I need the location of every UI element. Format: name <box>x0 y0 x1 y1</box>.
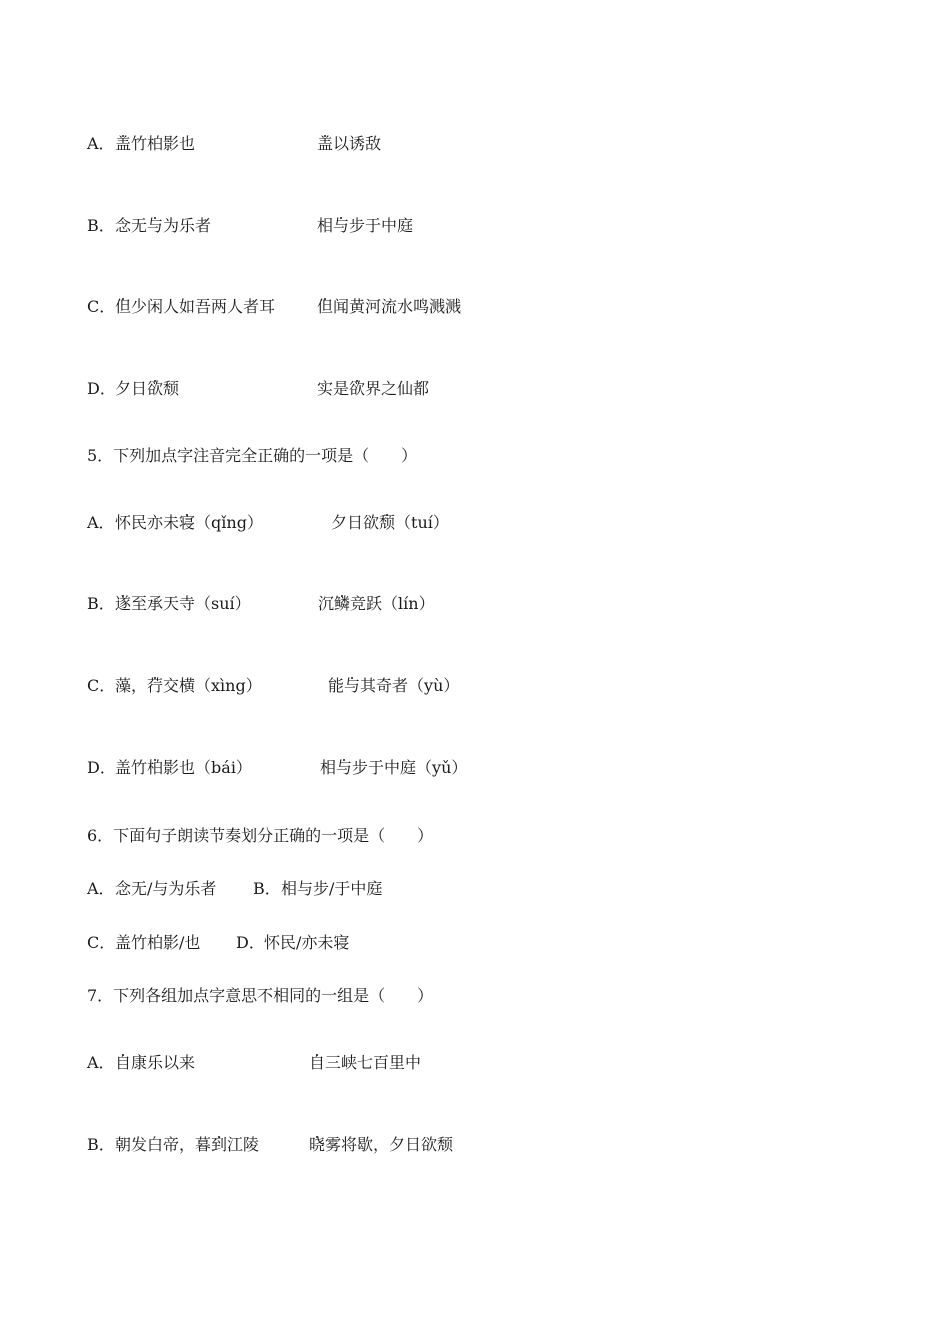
q6-stem: 6．下面句子朗读节奏划分正确的一项是（ ） <box>87 826 434 845</box>
q4-option-b: B． 念无与为乐者 相与步于中庭 <box>87 216 414 235</box>
q6-option-a-text: 念无/与为乐者 <box>115 879 217 898</box>
q4-option-a: A． 盖竹柏影也 盖以诱敌 <box>87 134 382 153</box>
q7-option-a: A． 自康乐以来 自三峡七百里中 <box>87 1053 422 1072</box>
q7-option-b: B． 朝发白帝，暮到江陵 晓雾将歇，夕日欲颓 <box>87 1135 454 1154</box>
q5-option-d: D． 盖竹柏影也（bái） 相与步于中庭（yǔ） <box>87 758 468 777</box>
q6-option-d-text: 怀民/亦未寝 <box>264 933 350 952</box>
q5-option-a: A． 怀民亦未寝（qǐng） 夕日欲颓（tuí） <box>87 513 449 532</box>
q5-stem: 5．下列加点字注音完全正确的一项是（ ） <box>87 446 418 465</box>
q4-option-d: D． 夕日欲颓 实是欲界之仙都 <box>87 379 430 398</box>
q6-option-b-label: B． <box>253 879 281 898</box>
q4-option-c: C． 但少闲人如吾两人者耳 但闻黄河流水鸣溅溅 <box>87 297 462 316</box>
q6-option-b-text: 相与步/于中庭 <box>281 879 383 898</box>
q6-option-d-label: D． <box>236 933 265 952</box>
q5-option-b: B． 遂至承天寺（suí） 沉鳞竞跃（lín） <box>87 594 435 613</box>
q6-row-cd: C． 盖竹柏影/也 D． 怀民/亦未寝 <box>87 933 350 952</box>
q6-option-c-text: 盖竹柏影/也 <box>115 933 201 952</box>
q6-row-ab: A． 念无/与为乐者 B． 相与步/于中庭 <box>87 879 383 898</box>
q5-option-c: C． 藻，荇交横（xìng） 能与其奇者（yù） <box>87 676 460 695</box>
q7-stem: 7．下列各组加点字意思不相同的一组是（ ） <box>87 986 434 1005</box>
